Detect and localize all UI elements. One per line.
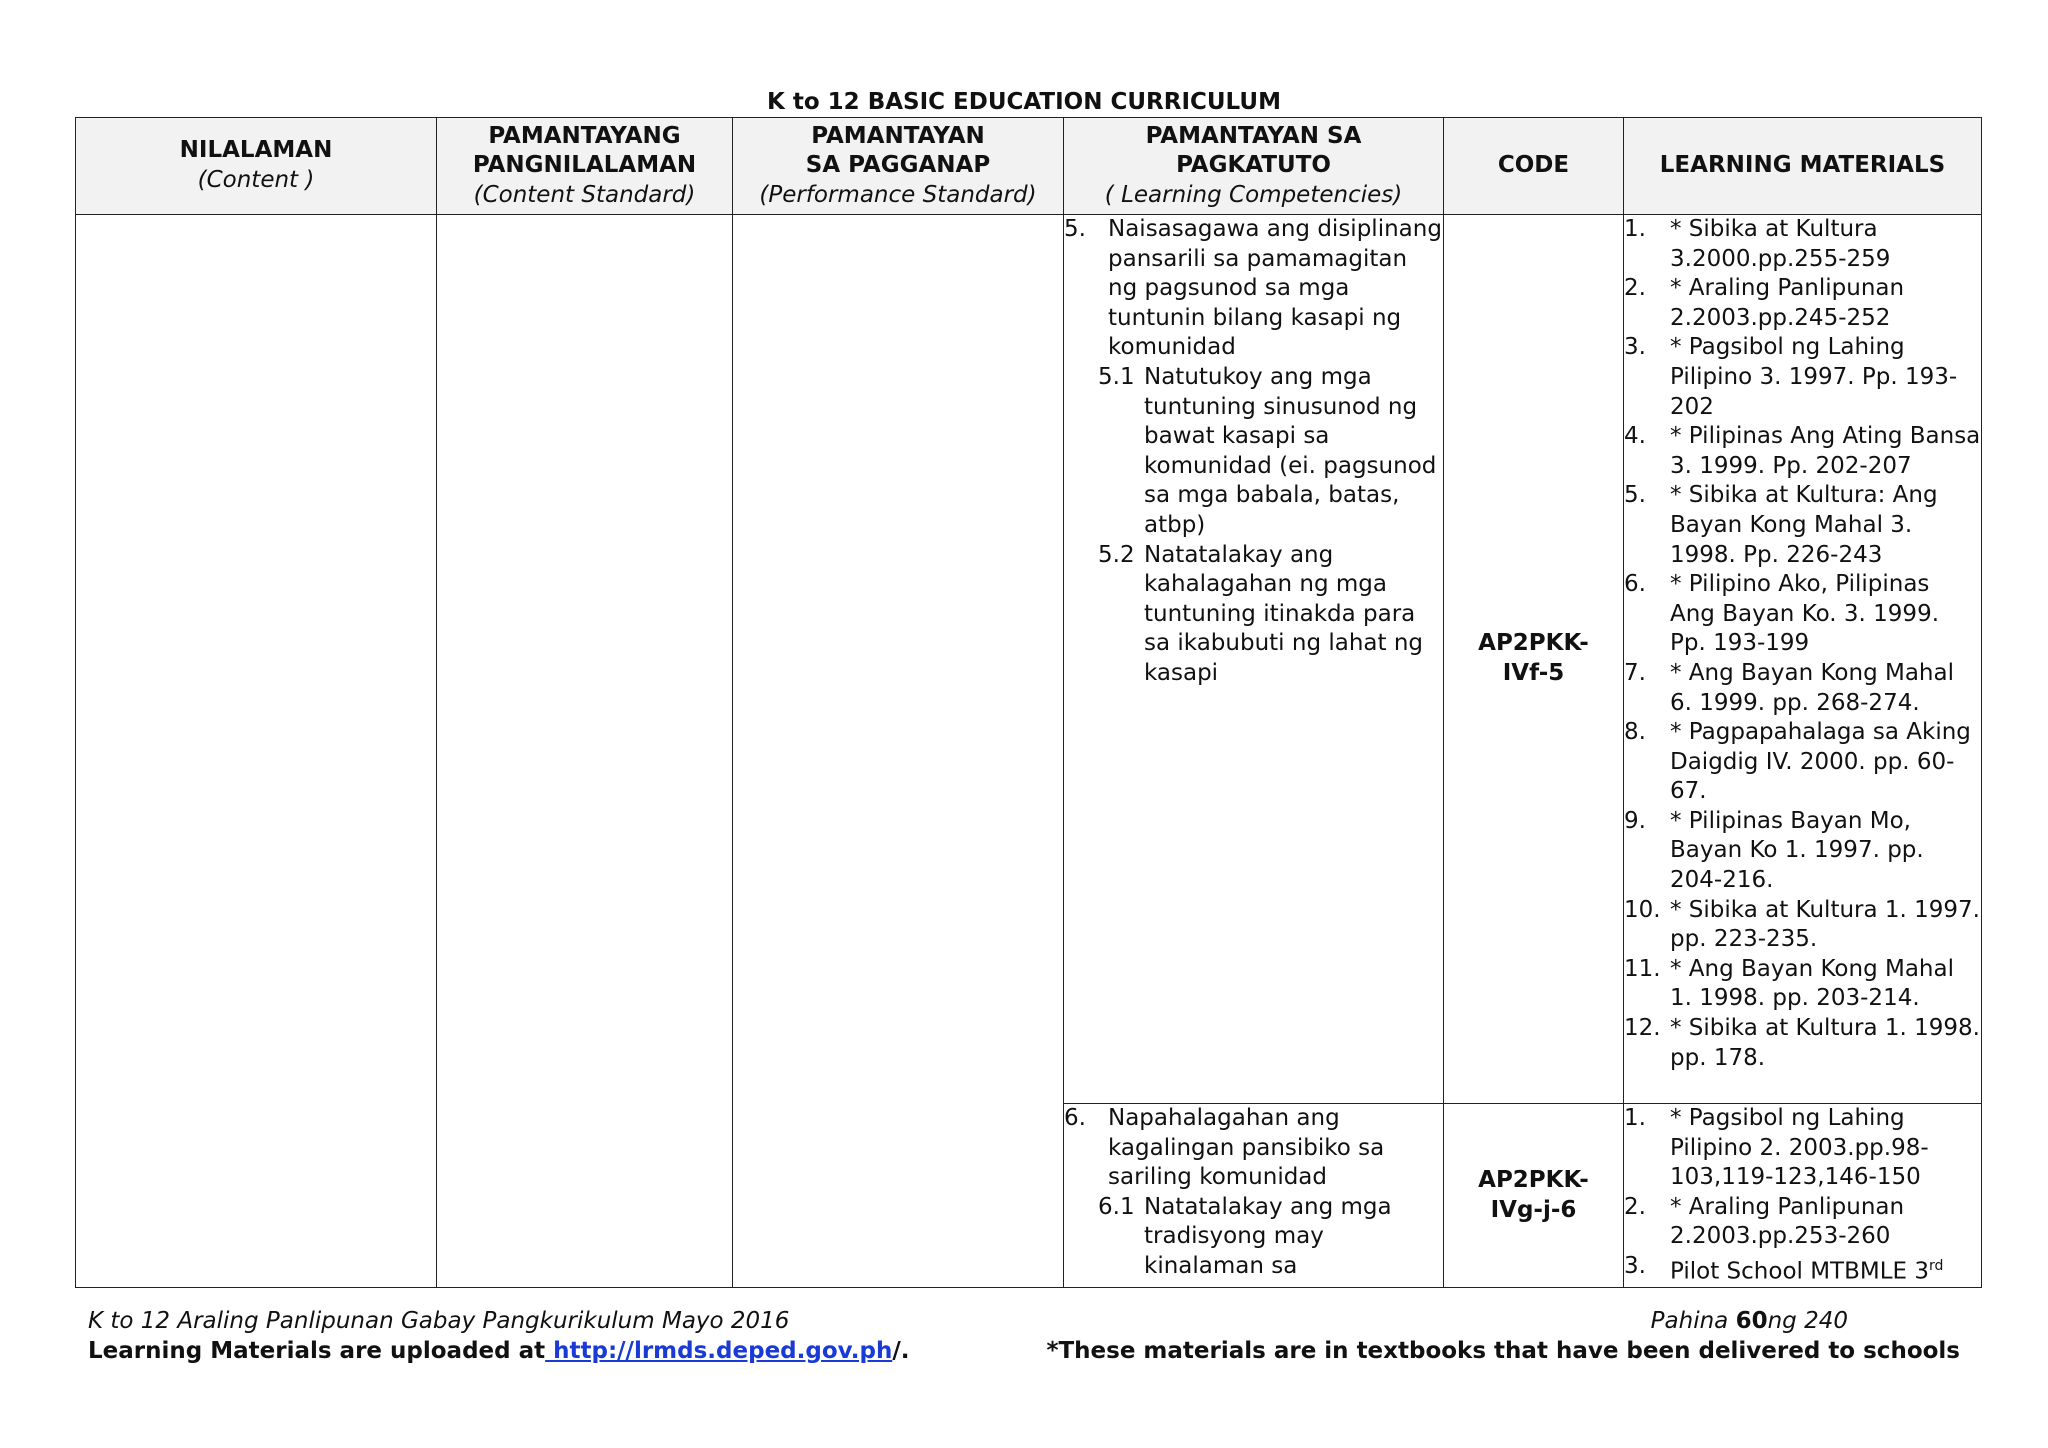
material-item: 11. * Ang Bayan Kong Mahal 1. 1998. pp. 203-214. <box>1624 955 1954 1012</box>
uploaded-note: Learning Materials are uploaded at http://lrmds.deped.gov.ph/. <box>88 1338 910 1364</box>
competency-cell <box>1064 215 1444 1104</box>
material-item: 8. * Pagpapahalaga sa Aking Daigdig IV. 2000. pp. 60-67. <box>1624 719 1971 805</box>
competency-cell <box>1064 1104 1444 1288</box>
material-item: 12. * Sibika at Kultura 1. 1998. pp. 178. <box>1624 1015 1980 1071</box>
code-cell: AP2PKK- IVf-5 <box>1444 215 1624 1104</box>
materials-cell <box>1624 1104 1982 1288</box>
header-materials: LEARNING MATERIALS <box>1624 118 1982 215</box>
material-item: 6. * Pilipino Ako, Pilipinas Ang Bayan Ko. 3. 1999. Pp. 193-199 <box>1624 571 1940 657</box>
header-competencies: PAMANTAYAN SA PAGKATUTO ( Learning Competencies) <box>1064 118 1444 215</box>
content-cell <box>76 215 437 1288</box>
competency-item: 6. Napahalagahan ang kagalingan pansibiko sa sariling komunidad <box>1064 1105 1385 1191</box>
material-item: 9. * Pilipinas Bayan Mo, Bayan Ko 1. 1997. pp. 204-216. <box>1624 807 1924 894</box>
competency-item: 5. Naisasagawa ang disiplinang pansarili sa pamamagitan ng pagsunod sa mga tuntunin bilang kasapi ng komunidad <box>1064 216 1442 361</box>
table-row <box>76 215 1982 1104</box>
material-item: 2. * Araling Panlipunan 2.2003.pp.245-252 <box>1624 275 1905 331</box>
footer-right <box>1046 1306 1960 1366</box>
lrmds-link[interactable]: http://lrmds.deped.gov.ph <box>545 1338 893 1364</box>
material-item: 1. * Pagsibol ng Lahing Pilipino 2. 2003.pp.98-103,119-123,146-150 <box>1624 1105 1929 1191</box>
header-content-standard: PAMANTAYANG PANGNILALAMAN (Content Standard) <box>437 118 733 215</box>
materials-cell <box>1624 215 1982 1104</box>
material-item: 10. * Sibika at Kultura 1. 1997. pp. 223-235. <box>1624 896 1980 953</box>
material-item: 1. * Sibika at Kultura 3.2000.pp.255-259 <box>1624 216 1891 272</box>
header-code: CODE <box>1444 118 1624 215</box>
material-item: 3. * Pagsibol ng Lahing Pilipino 3. 1997. Pp. 193-202 <box>1624 334 1958 420</box>
document-title: K to 12 BASIC EDUCATION CURRICULUM <box>767 89 1281 115</box>
competency-subitem: 5.1 Natutukoy ang mga tuntuning sinusunod ng bawat kasapi sa komunidad (ei. pagsunod sa mga babala, batas, atbp) <box>1098 363 1437 538</box>
header-content: NILALAMAN (Content ) <box>76 118 437 215</box>
header-row <box>76 118 1982 215</box>
competency-subitem: 5.2 Natatalakay ang kahalagahan ng mga tuntuning itinakda para sa ikabubuti ng lahat ng kasapi <box>1098 541 1424 686</box>
material-item: 2. * Araling Panlipunan 2.2003.pp.253-260 <box>1624 1193 1905 1250</box>
delivery-note: *These materials are in textbooks that have been delivered to schools <box>1046 1338 1960 1364</box>
competency-subitem: 6.1 Natatalakay ang mga tradisyong may kinalaman sa <box>1098 1193 1392 1279</box>
code-cell: AP2PKK- IVg-j-6 <box>1444 1104 1624 1288</box>
curriculum-table <box>75 117 1982 1288</box>
page-number: Pahina 60ng 240 <box>1650 1308 1848 1334</box>
footer-left <box>88 1306 909 1366</box>
material-item: 5. * Sibika at Kultura: Ang Bayan Kong Mahal 3. 1998. Pp. 226-243 <box>1624 482 1938 568</box>
material-item: 7. * Ang Bayan Kong Mahal 6. 1999. pp. 268-274. <box>1624 659 1954 716</box>
content-standard-cell <box>437 215 733 1288</box>
header-performance-standard: PAMANTAYAN SA PAGGANAP (Performance Standard) <box>733 118 1064 215</box>
curriculum-guide-label: K to 12 Araling Panlipunan Gabay Pangkurikulum Mayo 2016 <box>88 1308 790 1334</box>
material-item: 4. * Pilipinas Ang Ating Bansa 3. 1999. Pp. 202-207 <box>1624 423 1981 479</box>
performance-standard-cell <box>733 215 1064 1288</box>
material-item: 3. Pilot School MTBMLE 3rd <box>1624 1252 1944 1285</box>
